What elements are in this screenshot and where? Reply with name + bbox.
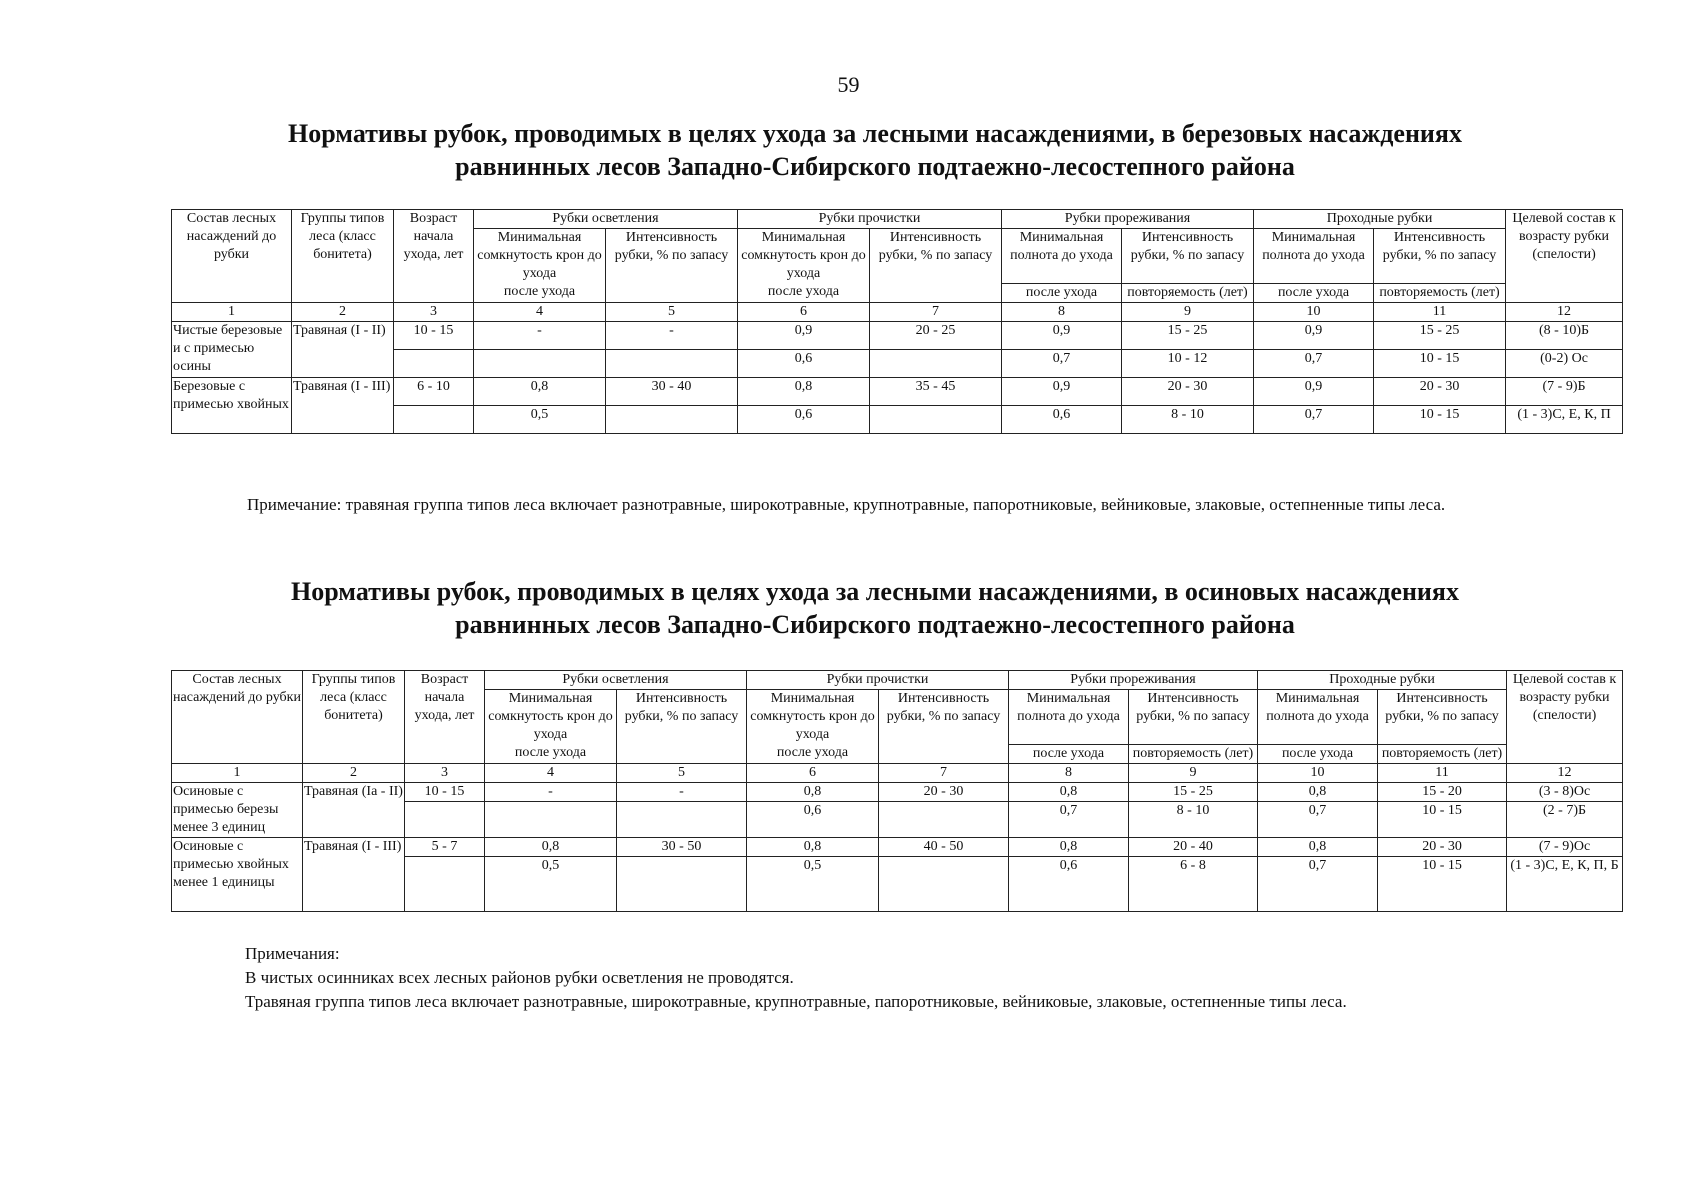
header-repeat: повторяемость (лет) (1374, 283, 1506, 302)
table-cell: 0,7 (1258, 801, 1378, 837)
table-cell (405, 801, 485, 837)
table-cell: 20 - 30 (1374, 377, 1506, 405)
table-cell: (7 - 9)Б (1506, 377, 1623, 405)
table-cell: 0,6 (747, 801, 879, 837)
header-after: после ухода (1258, 744, 1378, 763)
header-group-prochistka: Рубки прочистки (747, 671, 1009, 690)
header-min-density: Минимальная полнота до ухода (1002, 229, 1122, 284)
table-cell: 15 - 25 (1374, 321, 1506, 349)
column-number: 3 (394, 302, 474, 321)
row-composition: Чистые березовые и с примесью осины (172, 321, 292, 377)
header-min-crown: Минимальная сомкнутость крон до ухода (474, 229, 606, 284)
column-number-row (172, 763, 1623, 782)
table-cell: 10 - 12 (1122, 349, 1254, 377)
table-cell: 0,9 (1002, 321, 1122, 349)
header-after: после ухода (1009, 744, 1129, 763)
table-cell: 6 - 8 (1129, 856, 1258, 911)
header-min-crown: Минимальная сомкнутость крон до ухода (738, 229, 870, 284)
header-repeat: повторяемость (лет) (1129, 744, 1258, 763)
table-cell: (3 - 8)Ос (1507, 782, 1623, 801)
header-intensity: Интенсивность рубки, % по запасу (617, 690, 747, 764)
column-number: 8 (1002, 302, 1122, 321)
table-cell: 0,8 (1258, 782, 1378, 801)
column-number: 5 (606, 302, 738, 321)
header-after: после ухода (474, 283, 606, 302)
table-cell: 0,6 (1009, 856, 1129, 911)
table-cell: 35 - 45 (870, 377, 1002, 405)
header-after: после ухода (747, 744, 879, 763)
header-composition: Состав лесных насаждений до рубки (172, 671, 303, 764)
note-item: В чистых осинниках всех лесных районов рубки осветления не проводятся. (245, 968, 794, 987)
table1-title-line1: Нормативы рубок, проводимых в целях ухода за лесными насаждениями, в березовых насаждениях (288, 119, 1462, 148)
table2 (171, 670, 1623, 912)
table-row (172, 321, 1623, 349)
table-cell (870, 349, 1002, 377)
header-min-density: Минимальная полнота до ухода (1009, 690, 1129, 745)
column-number: 7 (879, 763, 1009, 782)
table-row (172, 837, 1623, 856)
table-cell: 10 - 15 (1378, 856, 1507, 911)
column-number: 2 (303, 763, 405, 782)
table-cell: 8 - 10 (1129, 801, 1258, 837)
column-number: 1 (172, 763, 303, 782)
header-repeat: повторяемость (лет) (1122, 283, 1254, 302)
table-cell: 20 - 40 (1129, 837, 1258, 856)
table-row (172, 782, 1623, 801)
table-cell (405, 856, 485, 911)
note-item: Травяная группа типов леса включает разнотравные, широкотравные, крупнотравные, папоротниковые, вейниковые, злаковые, остепненные типы леса. (245, 992, 1347, 1011)
table-cell: 0,9 (1254, 377, 1374, 405)
header-target: Целевой состав к возрасту рубки (спелости) (1506, 210, 1623, 303)
table-cell (617, 801, 747, 837)
header-age: Возраст начала ухода, лет (394, 210, 474, 303)
table-cell: 0,7 (1002, 349, 1122, 377)
table-cell: 0,7 (1254, 349, 1374, 377)
header-group-prokhodnye: Проходные рубки (1254, 210, 1506, 229)
row-composition: Березовые с примесью хвойных (172, 377, 292, 433)
row-forest-group: Травяная (I - II) (292, 321, 394, 377)
table-cell: 8 - 10 (1122, 405, 1254, 433)
header-intensity: Интенсивность рубки, % по запасу (879, 690, 1009, 764)
row-forest-group: Травяная (I - III) (292, 377, 394, 433)
table2-title-line2: равнинных лесов Западно-Сибирского подтаежно-лесостепного района (455, 610, 1295, 639)
column-number: 10 (1258, 763, 1378, 782)
table-cell: 0,8 (474, 377, 606, 405)
table-cell: (7 - 9)Ос (1507, 837, 1623, 856)
header-group-prokhodnye: Проходные рубки (1258, 671, 1507, 690)
header-row (172, 671, 1623, 690)
table-cell: 0,6 (738, 349, 870, 377)
table-cell: 0,7 (1009, 801, 1129, 837)
row-age: 10 - 15 (405, 782, 485, 801)
table2-title-line1: Нормативы рубок, проводимых в целях ухода за лесными насаждениями, в осиновых насаждениях (291, 577, 1459, 606)
table1-title-line2: равнинных лесов Западно-Сибирского подтаежно-лесостепного района (455, 152, 1295, 181)
row-age: 10 - 15 (394, 321, 474, 349)
header-row (172, 210, 1623, 229)
table-cell: 0,9 (738, 321, 870, 349)
header-after: после ухода (1002, 283, 1122, 302)
table-cell: 30 - 40 (606, 377, 738, 405)
header-after: после ухода (485, 744, 617, 763)
row-composition: Осиновые с примесью хвойных менее 1 единицы (172, 837, 303, 911)
header-repeat: повторяемость (лет) (1378, 744, 1507, 763)
table-row (172, 377, 1623, 405)
row-age: 5 - 7 (405, 837, 485, 856)
column-number: 6 (738, 302, 870, 321)
header-group-prochistka: Рубки прочистки (738, 210, 1002, 229)
table-cell: - (485, 782, 617, 801)
table-cell (870, 405, 1002, 433)
header-group-osvetlenie: Рубки осветления (474, 210, 738, 229)
header-intensity: Интенсивность рубки, % по запасу (606, 229, 738, 303)
page-number: 59 (837, 72, 860, 97)
table-cell: - (474, 321, 606, 349)
header-min-crown: Минимальная сомкнутость крон до ухода (485, 690, 617, 745)
table1-title (120, 117, 1630, 183)
table-cell: 0,7 (1254, 405, 1374, 433)
table-cell: 0,8 (747, 837, 879, 856)
header-composition: Состав лесных насаждений до рубки (172, 210, 292, 303)
table-cell: 10 - 15 (1374, 405, 1506, 433)
table-cell: (1 - 3)С, Е, К, П, Б (1507, 856, 1623, 911)
column-number: 6 (747, 763, 879, 782)
column-number: 9 (1122, 302, 1254, 321)
header-target: Целевой состав к возрасту рубки (спелости) (1507, 671, 1623, 764)
column-number: 5 (617, 763, 747, 782)
table-cell: 0,9 (1254, 321, 1374, 349)
column-number: 4 (474, 302, 606, 321)
header-min-density: Минимальная полнота до ухода (1254, 229, 1374, 284)
column-number: 1 (172, 302, 292, 321)
column-number: 4 (485, 763, 617, 782)
table-cell: 0,6 (1002, 405, 1122, 433)
table-cell: 20 - 30 (1122, 377, 1254, 405)
table-cell: 10 - 15 (1378, 801, 1507, 837)
table-cell: 10 - 15 (1374, 349, 1506, 377)
table-cell: 0,9 (1002, 377, 1122, 405)
column-number: 9 (1129, 763, 1258, 782)
row-forest-group: Травяная (I - III) (303, 837, 405, 911)
table-cell: - (617, 782, 747, 801)
header-intensity: Интенсивность рубки, % по запасу (1129, 690, 1258, 745)
header-forest-group: Группы типов леса (класс бонитета) (303, 671, 405, 764)
header-group-osvetlenie: Рубки осветления (485, 671, 747, 690)
column-number: 12 (1507, 763, 1623, 782)
table2-title (120, 575, 1630, 641)
column-number-row (172, 302, 1623, 321)
table-cell: 15 - 25 (1122, 321, 1254, 349)
table-cell: 20 - 30 (879, 782, 1009, 801)
table-cell (474, 349, 606, 377)
header-forest-group: Группы типов леса (класс бонитета) (292, 210, 394, 303)
header-intensity: Интенсивность рубки, % по запасу (1378, 690, 1507, 745)
column-number: 7 (870, 302, 1002, 321)
table-cell: 15 - 25 (1129, 782, 1258, 801)
header-after: после ухода (1254, 283, 1374, 302)
header-intensity: Интенсивность рубки, % по запасу (870, 229, 1002, 303)
column-number: 12 (1506, 302, 1623, 321)
table-cell: 0,8 (738, 377, 870, 405)
table-cell (485, 801, 617, 837)
table-cell: (8 - 10)Б (1506, 321, 1623, 349)
table-cell (617, 856, 747, 911)
header-intensity: Интенсивность рубки, % по запасу (1374, 229, 1506, 284)
table-cell: 40 - 50 (879, 837, 1009, 856)
table-cell (879, 856, 1009, 911)
header-after: после ухода (738, 283, 870, 302)
table-cell: 0,6 (738, 405, 870, 433)
header-group-prorezhivanie: Рубки прореживания (1009, 671, 1258, 690)
table-cell: 15 - 20 (1378, 782, 1507, 801)
header-group-prorezhivanie: Рубки прореживания (1002, 210, 1254, 229)
table-cell: 0,8 (1009, 837, 1129, 856)
column-number: 2 (292, 302, 394, 321)
table-cell (606, 405, 738, 433)
table-cell (394, 405, 474, 433)
table2-notes (245, 942, 1625, 1014)
column-number: 11 (1378, 763, 1507, 782)
table-cell: 0,8 (1258, 837, 1378, 856)
table-cell: 0,5 (747, 856, 879, 911)
row-composition: Осиновые с примесью березы менее 3 единиц (172, 782, 303, 837)
column-number: 10 (1254, 302, 1374, 321)
table-cell: 20 - 30 (1378, 837, 1507, 856)
table-cell: 0,5 (485, 856, 617, 911)
table1 (171, 209, 1623, 434)
table-cell: (2 - 7)Б (1507, 801, 1623, 837)
notes-heading: Примечания: (245, 944, 340, 963)
table-cell (394, 349, 474, 377)
header-intensity: Интенсивность рубки, % по запасу (1122, 229, 1254, 284)
table-cell: 0,8 (1009, 782, 1129, 801)
column-number: 11 (1374, 302, 1506, 321)
table-cell: 30 - 50 (617, 837, 747, 856)
table-cell: (1 - 3)С, Е, К, П (1506, 405, 1623, 433)
table-cell: 0,8 (485, 837, 617, 856)
table-cell: - (606, 321, 738, 349)
table-cell: 20 - 25 (870, 321, 1002, 349)
row-forest-group: Травяная (Ia - II) (303, 782, 405, 837)
column-number: 8 (1009, 763, 1129, 782)
table-cell: 0,7 (1258, 856, 1378, 911)
header-age: Возраст начала ухода, лет (405, 671, 485, 764)
header-min-density: Минимальная полнота до ухода (1258, 690, 1378, 745)
table-cell (606, 349, 738, 377)
table-cell: 0,8 (747, 782, 879, 801)
table-cell (879, 801, 1009, 837)
table-cell: 0,5 (474, 405, 606, 433)
header-min-crown: Минимальная сомкнутость крон до ухода (747, 690, 879, 745)
column-number: 3 (405, 763, 485, 782)
row-age: 6 - 10 (394, 377, 474, 405)
table-cell: (0-2) Ос (1506, 349, 1623, 377)
table1-note: Примечание: травяная группа типов леса включает разнотравные, широкотравные, крупнотравные, папоротниковые, вейниковые, злаковые, остепненные типы леса. (247, 495, 1446, 514)
